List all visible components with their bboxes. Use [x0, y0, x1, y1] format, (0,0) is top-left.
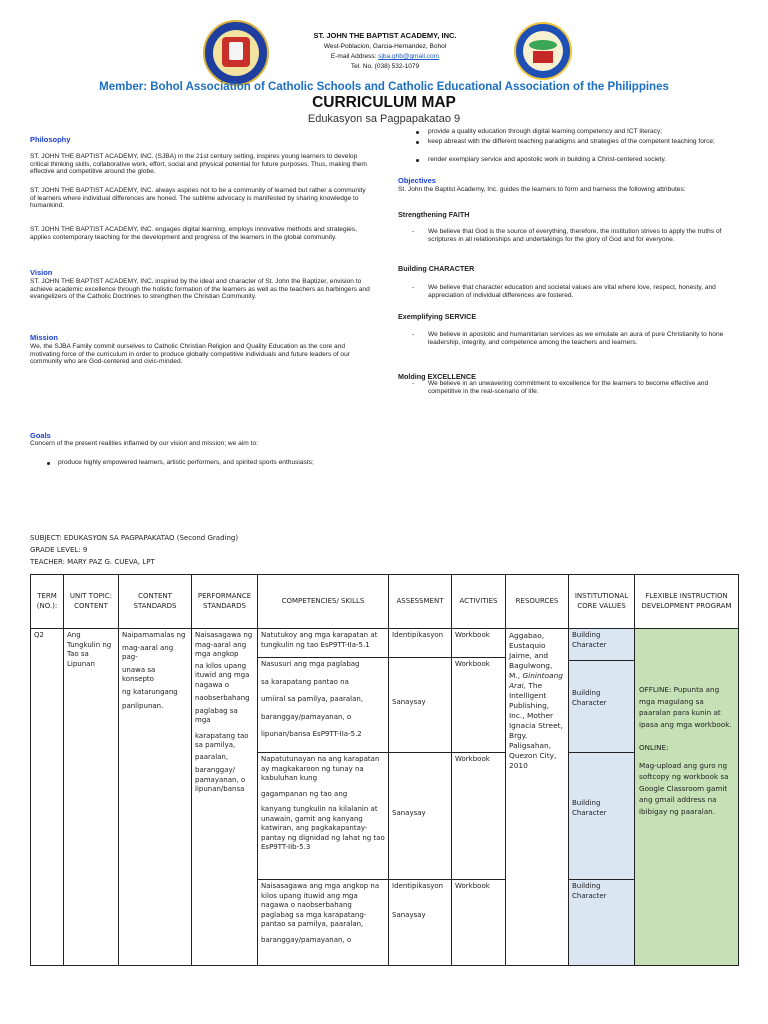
- cell-content-standards: [118, 628, 192, 966]
- competency-row-2: [257, 657, 389, 753]
- performance-line: karapatang tao sa pamilya,: [195, 731, 249, 749]
- resource-book-title: Ginintoang Arai,: [509, 671, 563, 690]
- vision-heading: Vision: [30, 268, 53, 277]
- content-line: unawa sa konsepto: [122, 665, 156, 683]
- objective-text-character: We believe that character education and societal values are vital where love, respect, honesty, and appreciation of individual differences are fostered.: [428, 284, 716, 300]
- header-core-values: INSTITUTIONAL CORE VALUES: [568, 574, 635, 629]
- header-assessment: ASSESSMENT: [388, 574, 452, 629]
- bullet-icon: [416, 141, 419, 144]
- header-unit-topic: UNIT TOPIC: CONTENT: [63, 574, 119, 629]
- cell-resources: [505, 628, 569, 966]
- objective-text-service: We believe in apostolic and humanitarian services as we emulate an aura of pure Christianity to hone leadership, integrity, and competence among the teachers and learners.: [428, 331, 724, 347]
- cell-unit-topic: Ang Tungkulin ng Tao sa Lipunan: [63, 628, 119, 966]
- competency-line: umiiral sa pamilya, paaralan,: [261, 695, 364, 703]
- core-value-row-2: Building Character: [568, 660, 635, 753]
- school-seal-right: [514, 22, 572, 80]
- performance-line: na kilos upang ituwid ang mga nagawa o: [195, 661, 250, 689]
- goal-item-3: keep abreast with the different teaching paradigms and strategies of the competent teaching force;: [428, 138, 715, 145]
- competency-line: kanyang tungkulin na kilalanin at unawain, gamit ang kanyang katwiran, ang pagkakapantay-pantay ng dignidad ng lahat ng tao EsP9TT-IIb-5.3: [261, 805, 385, 851]
- goal-item-4: render exemplary service and apostolic work in building a Christ-centered society.: [428, 156, 667, 163]
- objective-title-character: Building CHARACTER: [398, 264, 475, 273]
- teacher-line: TEACHER: MARY PAZ G. CUEVA, LPT: [30, 558, 155, 566]
- performance-line: paglabag sa mga: [195, 706, 238, 724]
- header-term: TERM (NO.):: [30, 574, 64, 629]
- competency-row-4: [257, 879, 389, 966]
- dash-icon: -: [412, 284, 415, 291]
- goal-item-2: provide a quality education through digital learning competency and ICT literacy;: [428, 128, 663, 135]
- activity-row-2: Workbook: [451, 657, 506, 753]
- page-subtitle: Edukasyon sa Pagpapakatao 9: [307, 113, 461, 125]
- performance-line: paaralan,: [195, 752, 229, 761]
- objective-text-faith: We believe that God is the source of everything, therefore, the institution strives to apply the truths of scriptures in all relationships and undertakings for the glory of God and for everyone.: [428, 228, 722, 244]
- philosophy-paragraph-2: ST. JOHN THE BAPTIST ACADEMY, INC. always aspires not to be a community of learned but rather a community of learners where individual differences are honed. The sublime advocacy is manifested by sharing knowledge to humankind.: [30, 187, 366, 210]
- resource-authors: Aggabao, Eustaquio Jaime, and Bagulwong, M.,: [509, 631, 553, 680]
- dash-icon: -: [412, 228, 415, 235]
- email-link[interactable]: sjba.ghb@gmail.com: [378, 53, 440, 60]
- school-seal-left: [203, 20, 269, 86]
- header-performance-standards: PERFORMANCE STANDARDS: [191, 574, 258, 629]
- objective-title-excellence: Molding EXCELLENCE: [398, 372, 476, 381]
- performance-line: naobserbahang: [195, 694, 250, 702]
- assessment-row-1: Identipikasyon: [388, 628, 452, 658]
- competency-line: Nasusuri ang mga paglabag: [261, 660, 360, 668]
- activity-row-3: Workbook: [451, 752, 506, 880]
- competency-line: baranggay/pamayanan, o: [261, 935, 352, 944]
- school-name: ST. JOHN THE BAPTIST ACADEMY, INC.: [313, 31, 457, 40]
- activity-row-1: Workbook: [451, 628, 506, 658]
- header-content-standards: CONTENT STANDARDS: [118, 574, 192, 629]
- mission-text: We, the SJBA Family commit ourselves to Catholic Christian Religion and Quality Education as the core and motivating force of the curriculum in order to produce globally competitive individuals and future leaders of our community who are God-centered and civic-minded.: [30, 343, 350, 366]
- header-flexible-program: FLEXIBLE INSTRUCTION DEVELOPMENT PROGRAM: [634, 574, 739, 629]
- core-value-row-3: Building Character: [568, 752, 635, 880]
- bullet-icon: [416, 159, 419, 162]
- goals-intro: Concern of the present realities inflamed by our vision and mission; we aim to:: [30, 440, 258, 447]
- flexible-online-label: ONLINE:: [639, 743, 669, 752]
- competency-line: sa karapatang pantao na: [261, 677, 349, 686]
- cell-term: Q2: [30, 628, 64, 966]
- mission-heading: Mission: [30, 333, 58, 342]
- philosophy-heading: Philosophy: [30, 135, 71, 144]
- activity-row-4: Workbook: [451, 879, 506, 966]
- membership-line: Member: Bohol Association of Catholic Schools and Catholic Educational Association of the Philippines: [99, 81, 669, 93]
- subject-line: SUBJECT: EDUKASYON SA PAGPAPAKATAO (Second Grading): [30, 534, 239, 542]
- cell-performance-standards: [191, 628, 258, 966]
- objective-title-faith: Strengthening FAITH: [398, 210, 470, 219]
- page-title: CURRICULUM MAP: [312, 94, 456, 111]
- flexible-online: Mag-upload ang guro ng softcopy ng workbook sa Google Classroom gamit ang gmail address na ibibigay ng paaralan.: [639, 760, 729, 816]
- telephone: Tel. No. (038) 532-1079: [350, 63, 420, 70]
- competency-line: Naisasagawa ang mga angkop na kilos upang ituwid ang mga nagawa o naobserbahang paglabag sa mga karapatang-pantao sa pamilya, paaralan,: [261, 882, 380, 928]
- header-activities: ACTIVITIES: [451, 574, 506, 629]
- grade-line: GRADE LEVEL: 9: [30, 546, 88, 554]
- header-competencies: COMPETENCIES/ SKILLS: [257, 574, 389, 629]
- competency-line: lipunan/bansa EsP9TT-IIa-5.2: [261, 730, 362, 738]
- resource-publisher: The Intelligent Publishing, Inc., Mother Ignacia Street, Brgy. Paligsahan, Quezon City, 2010: [509, 681, 563, 770]
- objective-text-excellence: We believe in an unwavering commitment to excellence for the learners to become effective and competitive in the real-scenario of life.: [428, 380, 709, 396]
- objective-title-service: Exemplifying SERVICE: [398, 312, 477, 321]
- objectives-intro: St. John the Baptist Academy, Inc. guides the learners to form and harness the following attributes:: [398, 186, 686, 193]
- performance-line: Naisasagawa ng mag-aaral ang mga angkop: [195, 631, 253, 658]
- school-address-block: [270, 42, 500, 72]
- assessment-item: Identipikasyon: [392, 882, 444, 890]
- assessment-row-2: Sanaysay: [388, 657, 452, 753]
- core-value-row-4: Building Character: [568, 879, 635, 966]
- vision-text: ST. JOHN THE BAPTIST ACADEMY, INC. inspired by the ideal and character of St. John the Baptizer, envision to achieve academic excellence through the holistic formation of the learners as well as the teachers as harbingers and evangelizers of the Catholic Doctrines to strengthen the Christian Community.: [30, 278, 370, 301]
- dash-icon: -: [412, 331, 415, 338]
- bullet-icon: [47, 462, 50, 465]
- objectives-heading: Objectives: [398, 176, 436, 185]
- competency-line: gagampanan ng tao ang: [261, 789, 348, 798]
- content-line: mag-aaral ang pag-: [122, 643, 174, 661]
- goal-item-1: produce highly empowered learners, artistic performers, and spirited sports enthusiasts;: [58, 459, 314, 466]
- competency-row-1: Natutukoy ang mga karapatan at tungkulin ng tao EsP9TT-IIa-5.1: [257, 628, 389, 658]
- dash-icon: -: [412, 380, 415, 387]
- flexible-offline: OFFLINE: Pupunta ang mga magulang sa paaralan para kunin at ipasa ang mga workbook.: [639, 685, 732, 729]
- performance-line: baranggay/ pamayanan, o lipunan/bansa: [195, 766, 246, 793]
- assessment-row-3: Sanaysay: [388, 752, 452, 880]
- assessment-row-4: [388, 879, 452, 966]
- competency-line: baranggay/pamayanan, o: [261, 712, 352, 721]
- content-line: Naipamamalas ng: [122, 631, 186, 639]
- cell-flexible-program: [634, 628, 739, 966]
- school-address: West-Poblacion, Garcia-Hernandez, Bohol: [323, 43, 447, 50]
- competency-line: Napatutunayan na ang karapatan ay magkakaroon ng tunay na kabuluhan kung: [261, 755, 380, 782]
- goals-heading: Goals: [30, 431, 51, 440]
- bullet-icon: [416, 131, 419, 134]
- email-label: E-mail Address:: [330, 53, 377, 60]
- content-line: panlipunan.: [122, 702, 164, 710]
- email-line: [270, 52, 500, 62]
- content-line: ng katarungang: [122, 687, 178, 696]
- philosophy-paragraph-1: ST. JOHN THE BAPTIST ACADEMY, INC. (SJBA) in the 21st century setting, inspires young learners to develop critical thinking skills, collaborative work, effort, social and physical potential for future purposes. Thus, making them effective and competitive around the globe.: [30, 153, 367, 176]
- philosophy-paragraph-3: ST. JOHN THE BAPTIST ACADEMY, INC. engages digital learning, employs innovative methods and strategies, applies contemporary teaching for the development and progress of the learners in the global community.: [30, 226, 357, 241]
- core-value-row-1: Building Character: [568, 628, 635, 661]
- header-resources: RESOURCES: [505, 574, 569, 629]
- assessment-item: Sanaysay: [392, 910, 426, 919]
- competency-row-3: [257, 752, 389, 880]
